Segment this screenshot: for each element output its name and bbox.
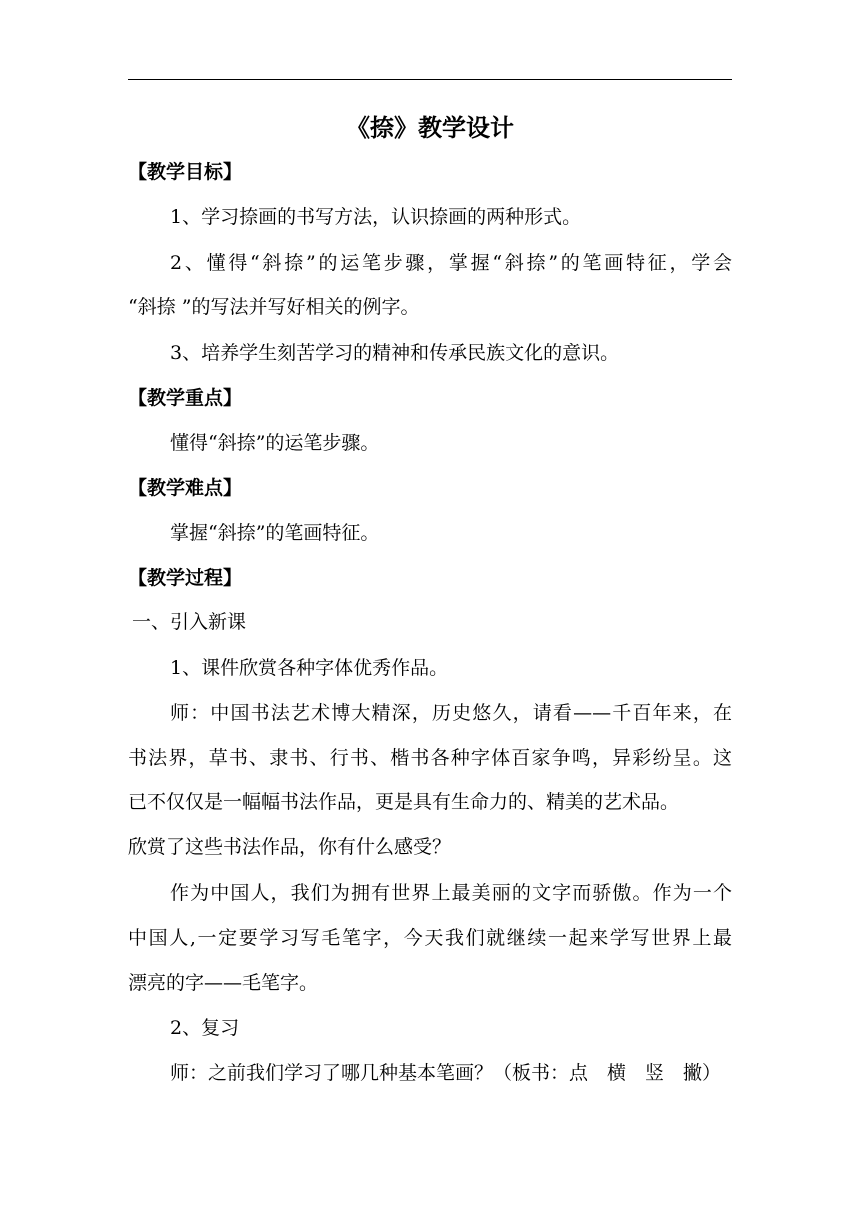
teacher-intro-line-1: 师：中国书法艺术博大精深，历史悠久，请看——千百年来，在 bbox=[170, 702, 732, 724]
objective-1: 1、学习捺画的书写方法，认识捺画的两种形式。 bbox=[170, 206, 582, 228]
review-question: 师：之前我们学习了哪几种基本笔画？（板书：点 横 竖 撇） bbox=[170, 1062, 722, 1084]
objectives-heading: 【教学目标】 bbox=[128, 161, 243, 183]
objective-3: 3、培养学生刻苦学习的精神和传承民族文化的意识。 bbox=[170, 342, 620, 364]
pride-line-2: 中国人,一定要学习写毛笔字，今天我们就继续一起来学写世界上最 bbox=[128, 927, 732, 949]
header-rule bbox=[128, 79, 732, 80]
objective-2-line-2: “斜捺 ”的写法并写好相关的例字。 bbox=[128, 296, 420, 318]
teacher-intro-line-4: 欣赏了这些书法作品，你有什么感受？ bbox=[128, 836, 452, 858]
pride-line-3: 漂亮的字——毛笔字。 bbox=[128, 972, 319, 994]
step-1-item-1: 1、课件欣赏各种字体优秀作品。 bbox=[170, 657, 449, 679]
key-point: 懂得“斜捺”的运笔步骤。 bbox=[170, 432, 380, 454]
teacher-intro-line-3: 已不仅仅是一幅幅书法作品，更是具有生命力的、精美的艺术品。 bbox=[128, 791, 680, 813]
key-points-heading: 【教学重点】 bbox=[128, 387, 243, 409]
pride-line-1: 作为中国人，我们为拥有世界上最美丽的文字而骄傲。作为一个 bbox=[170, 882, 732, 904]
difficult-points-heading: 【教学难点】 bbox=[128, 477, 243, 499]
document-title: 《捺》教学设计 bbox=[346, 114, 514, 142]
process-heading: 【教学过程】 bbox=[128, 567, 243, 589]
step-1-heading: 一、引入新课 bbox=[132, 611, 247, 633]
objective-2-line-1: 2、懂得“斜捺”的运笔步骤，掌握“斜捺”的笔画特征，学会 bbox=[170, 252, 732, 274]
teacher-intro-line-2: 书法界，草书、隶书、行书、楷书各种字体百家争鸣，异彩纷呈。这 bbox=[128, 747, 732, 769]
step-1-item-2: 2、复习 bbox=[170, 1017, 240, 1039]
difficult-point: 掌握“斜捺”的笔画特征。 bbox=[170, 522, 380, 544]
